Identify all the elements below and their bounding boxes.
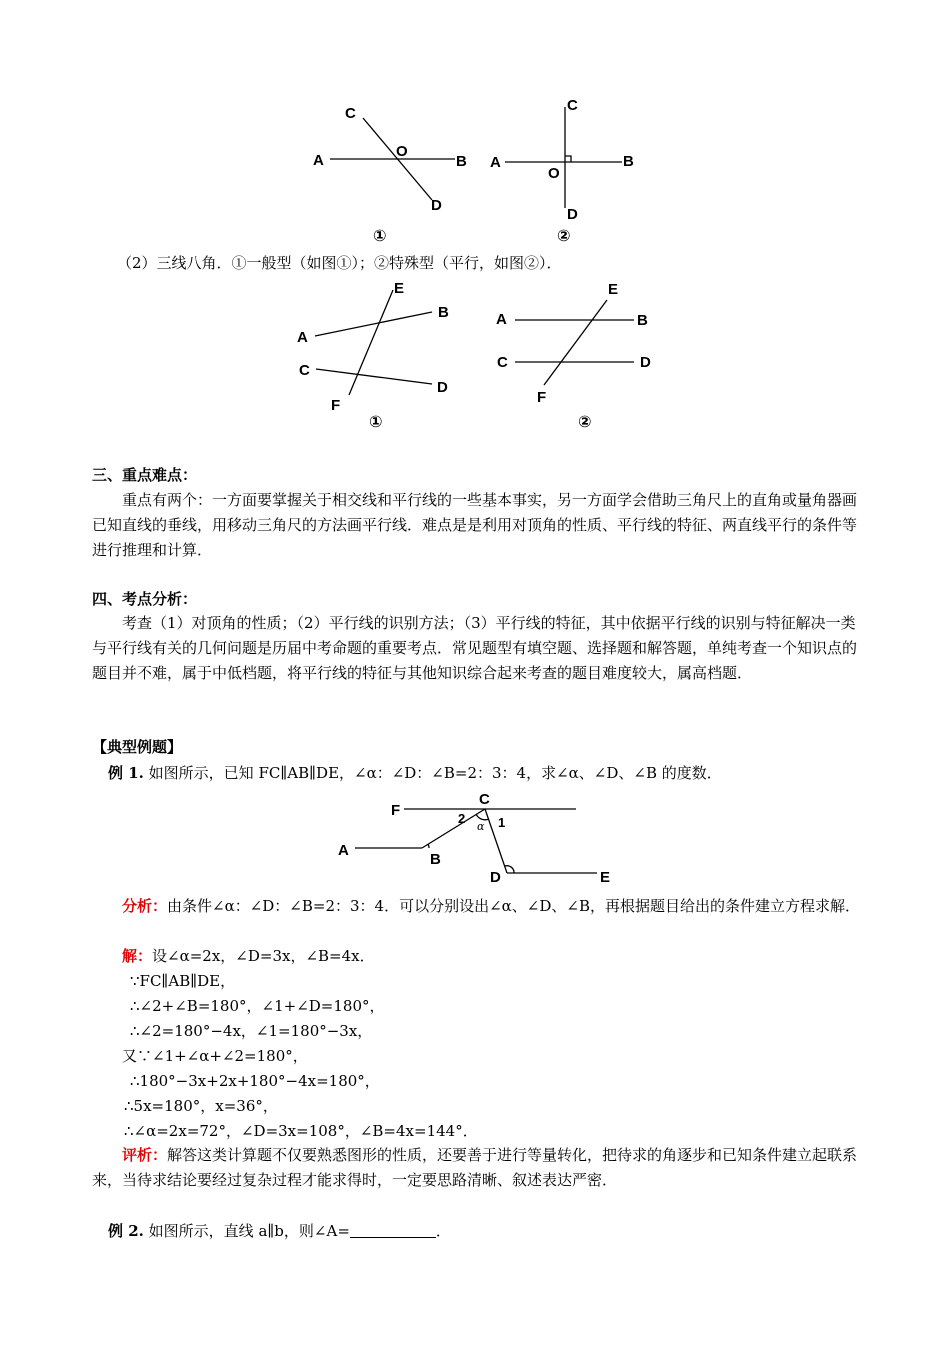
- label-d-fig1: D: [431, 197, 442, 214]
- section-3-body: [92, 488, 862, 563]
- analysis-text: 由条件∠α：∠D：∠B=2：3：4．可以分别设出∠α、∠D、∠B，再根据题目给出的条件建立方程求解．: [167, 897, 860, 915]
- label-alpha-ex1: α: [477, 820, 485, 833]
- label-e-tfig1: E: [394, 280, 405, 297]
- label-o-fig2: O: [548, 165, 560, 182]
- label-e-tfig2: E: [608, 281, 619, 298]
- solution-line-6: ∴180°−3x+2x+180°−4x=180°，: [130, 1072, 380, 1090]
- label-b-ex1: B: [430, 851, 441, 868]
- label-1-ex1: 1: [498, 815, 506, 830]
- section-3-heading: 三、重点难点：: [92, 466, 198, 484]
- label-f-tfig2: F: [537, 389, 547, 406]
- example-2-end: ．: [435, 1222, 451, 1240]
- line-cd-tfig1: [316, 369, 432, 384]
- label-c-fig2: C: [567, 97, 578, 114]
- label-d-tfig2: D: [640, 354, 651, 371]
- solution-line-8: ∴∠α=2x=72°，∠D=3x=108°，∠B=4x=144°．: [124, 1122, 478, 1140]
- label-c-tfig2: C: [497, 354, 508, 371]
- example-2-question: [108, 1218, 451, 1244]
- label-a-fig1: A: [313, 152, 324, 169]
- example-2-label: 例 2.: [108, 1222, 144, 1240]
- label-b-fig1: B: [456, 153, 467, 170]
- comment-text: 解答这类计算题不仅要熟悉图形的性质，还要善于进行等量转化，把待求的角逐步和已知条件建立起联系来，当待求结论要经过复杂过程才能求得时，一定要思路清晰、叙述表达严密．: [92, 1146, 858, 1189]
- label-e-ex1: E: [600, 869, 611, 886]
- line-ab-tfig1: [315, 312, 432, 336]
- comment-paragraph: [92, 1143, 862, 1193]
- section-4-body: [92, 611, 862, 686]
- section-3-text: 重点有两个：一方面要掌握关于相交线和平行线的一些基本事实，另一方面学会借助三角尺上的直角或量角器画已知直线的垂线，用移动三角尺的方法画平行线．难点是是利用对顶角的性质、平行线的特征、两直线平行的条件等进行推理和计算．: [92, 491, 858, 559]
- label-a-fig2: A: [490, 154, 501, 171]
- answer-blank[interactable]: [350, 1223, 436, 1238]
- comment-label: 评析：: [122, 1146, 168, 1164]
- caption-fig2: ②: [557, 226, 571, 245]
- label-b-tfig1: B: [438, 304, 449, 321]
- analysis-paragraph: [92, 894, 862, 919]
- solution-line-4: ∴∠2=180°−4x，∠1=180°−3x，: [130, 1022, 373, 1040]
- label-d-fig2: D: [567, 206, 578, 223]
- caption-tfig2: ②: [578, 412, 592, 431]
- label-o-fig1: O: [396, 143, 408, 160]
- section-4-heading: 四、考点分析：: [92, 590, 198, 608]
- label-c-tfig1: C: [299, 362, 310, 379]
- solution-line-1: [122, 943, 375, 969]
- label-c-fig1: C: [345, 105, 356, 122]
- solution-line-7: ∴5x=180°，x=36°，: [124, 1097, 278, 1115]
- label-d-tfig1: D: [437, 379, 448, 396]
- label-b-fig2: B: [623, 153, 634, 170]
- three-lines-caption: （2）三线八角．①一般型（如图①）；②特殊型（平行，如图②）．: [117, 254, 562, 272]
- caption-tfig1: ①: [369, 412, 383, 431]
- label-2-ex1: 2: [458, 811, 466, 826]
- examples-heading: 【典型例题】: [92, 738, 183, 756]
- label-a-tfig2: A: [496, 311, 507, 328]
- label-b-tfig2: B: [637, 312, 648, 329]
- solution-step-1: 设∠α=2x，∠D=3x，∠B=4x．: [152, 947, 375, 965]
- label-f-tfig1: F: [331, 397, 341, 414]
- section-4-text: 考查（1）对顶角的性质；（2）平行线的识别方法；（3）平行线的特征，其中依据平行线的识别与特征解决一类与平行线有关的几何问题是历届中考命题的重要考点．常见题型有填空题、选择题和解答题，单纯考查一个知识点的题目并不难，属于中低档题，将平行线的特征与其他知识综合起来考查的题目难度较大，属高档题．: [92, 614, 858, 682]
- solution-label: 解：: [122, 947, 153, 965]
- line-bc: [422, 809, 485, 848]
- angle-arc-b: [428, 844, 429, 848]
- caption-fig1: ①: [373, 226, 387, 245]
- label-a-tfig1: A: [297, 329, 308, 346]
- label-c-ex1: C: [479, 791, 490, 808]
- example-1-label: 例 1.: [108, 764, 144, 782]
- example-2-text: 如图所示，直线 a∥b，则∠A=: [148, 1222, 350, 1240]
- label-a-ex1: A: [338, 842, 349, 859]
- label-d-ex1: D: [490, 869, 501, 886]
- solution-line-2: ∵FC∥AB∥DE，: [130, 972, 236, 990]
- example-1-question: [108, 760, 722, 786]
- solution-line-5: 又∵∠1+∠α+∠2=180°，: [122, 1047, 308, 1065]
- label-f-ex1: F: [391, 802, 401, 819]
- analysis-label: 分析：: [122, 897, 168, 915]
- right-angle-mark: [565, 156, 571, 162]
- line-ef-tfig1: [349, 290, 393, 395]
- example-1-text: 如图所示，已知 FC∥AB∥DE，∠α：∠D：∠B=2：3：4，求∠α、∠D、∠B 的度数．: [148, 764, 722, 782]
- line-ef-tfig2: [544, 300, 607, 385]
- solution-line-3: ∴∠2+∠B=180°，∠1+∠D=180°，: [130, 997, 385, 1015]
